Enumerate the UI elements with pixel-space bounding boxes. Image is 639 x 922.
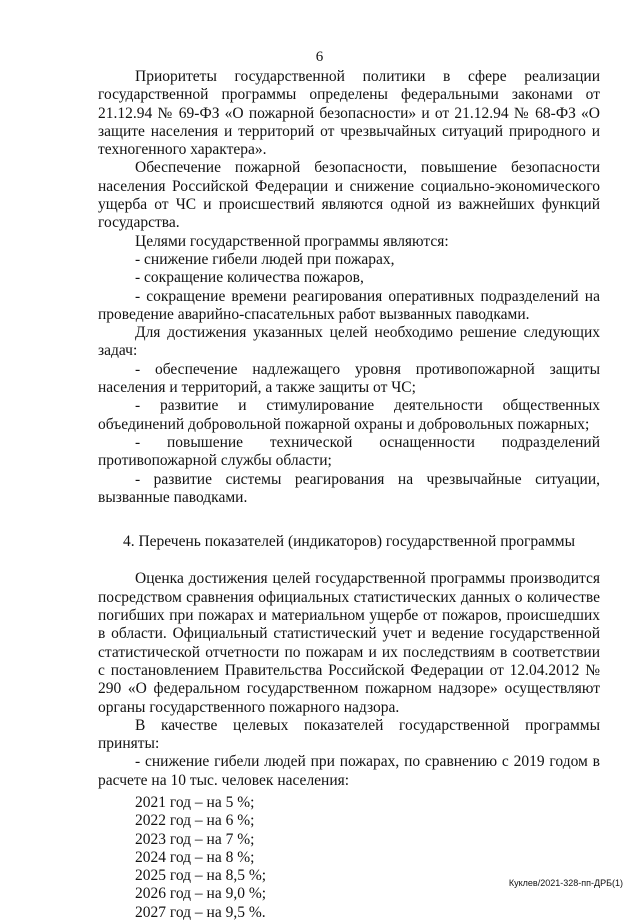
document-body (98, 68, 600, 922)
paragraph-goals-intro: Целями государственной программы являются: (135, 232, 449, 250)
list-item-task-2: - развитие и стимулирование деятельности общественных объединений добровольной пожарной охраны и добровольных пожарных; (98, 397, 600, 433)
paragraph-indicators-intro: В качестве целевых показателей государственной программы приняты: (98, 716, 600, 753)
year-target-item: 2023 год – на 7 %; (135, 830, 255, 848)
section-heading: 4. Перечень показателей (индикаторов) государственной программы (122, 533, 576, 551)
list-item-goal-3: - сокращение времени реагирования оперативных подразделений на проведение аварийно-спасательных работ вызванных паводками. (98, 287, 600, 323)
list-item-task-4: - развитие системы реагирования на чрезвычайные ситуации, вызванные паводками. (98, 470, 600, 506)
year-target-item: 2021 год – на 5 %; (135, 793, 255, 811)
list-item-goal-1: - снижение гибели людей при пожарах, (135, 250, 395, 268)
year-target-item: 2026 год – на 9,0 %; (135, 885, 267, 903)
paragraph-fire-safety: Обеспечение пожарной безопасности, повышение безопасности населения Российской Федерации и снижение социально-экономического ущерба от ЧС и происшествий являются одной из важнейших функций государства. (98, 159, 600, 232)
paragraph-priorities: Приоритеты государственной политики в сфере реализации государственной программы определены федеральными законами от 21.12.94 № 69-ФЗ «О пожарной безопасности» и от 21.12.94 № 68-ФЗ «О защите населения и территорий от чрезвычайных ситуаций природного и техногенного характера». (98, 68, 600, 159)
list-item-indicator-1: - снижение гибели людей при пожарах, по сравнению с 2019 годом в расчете на 10 тыс. человек населения: (98, 753, 600, 789)
year-target-item: 2025 год – на 8,5 %; (135, 867, 267, 885)
page-number: 6 (315, 49, 324, 65)
list-item-task-1: - обеспечение надлежащего уровня противопожарной защиты населения и территорий, а также защиты от ЧС; (98, 360, 600, 397)
paragraph-tasks-intro: Для достижения указанных целей необходимо решение следующих задач: (98, 324, 600, 360)
year-targets-list (135, 794, 600, 922)
year-target-item: 2027 год – на 9,5 %. (135, 903, 266, 921)
year-target-item: 2024 год – на 8 %; (135, 848, 255, 866)
list-item-goal-2: - сокращение количества пожаров, (135, 269, 364, 287)
year-target-item: 2022 год – на 6 %; (135, 812, 255, 830)
list-item-task-3: - повышение технической оснащенности подразделений противопожарной службы области; (98, 433, 600, 470)
paragraph-assessment: Оценка достижения целей государственной программы производится посредством сравнения официальных статистических данных о количестве погибших при пожарах и материальном ущербе от пожаров, происшедших в области. Официальный статистический учет и ведение государственной статистической отчетности по пожарам и их последствиям в соответствии с постановлением Правительства Российской Федерации от 12.04.2012 № 290 «О федеральном государственном пожарном надзоре» осуществляют органы государственного пожарного надзора. (98, 570, 600, 716)
footer-code: Куклев/2021-328-пп-ДРБ(1) (508, 878, 623, 888)
